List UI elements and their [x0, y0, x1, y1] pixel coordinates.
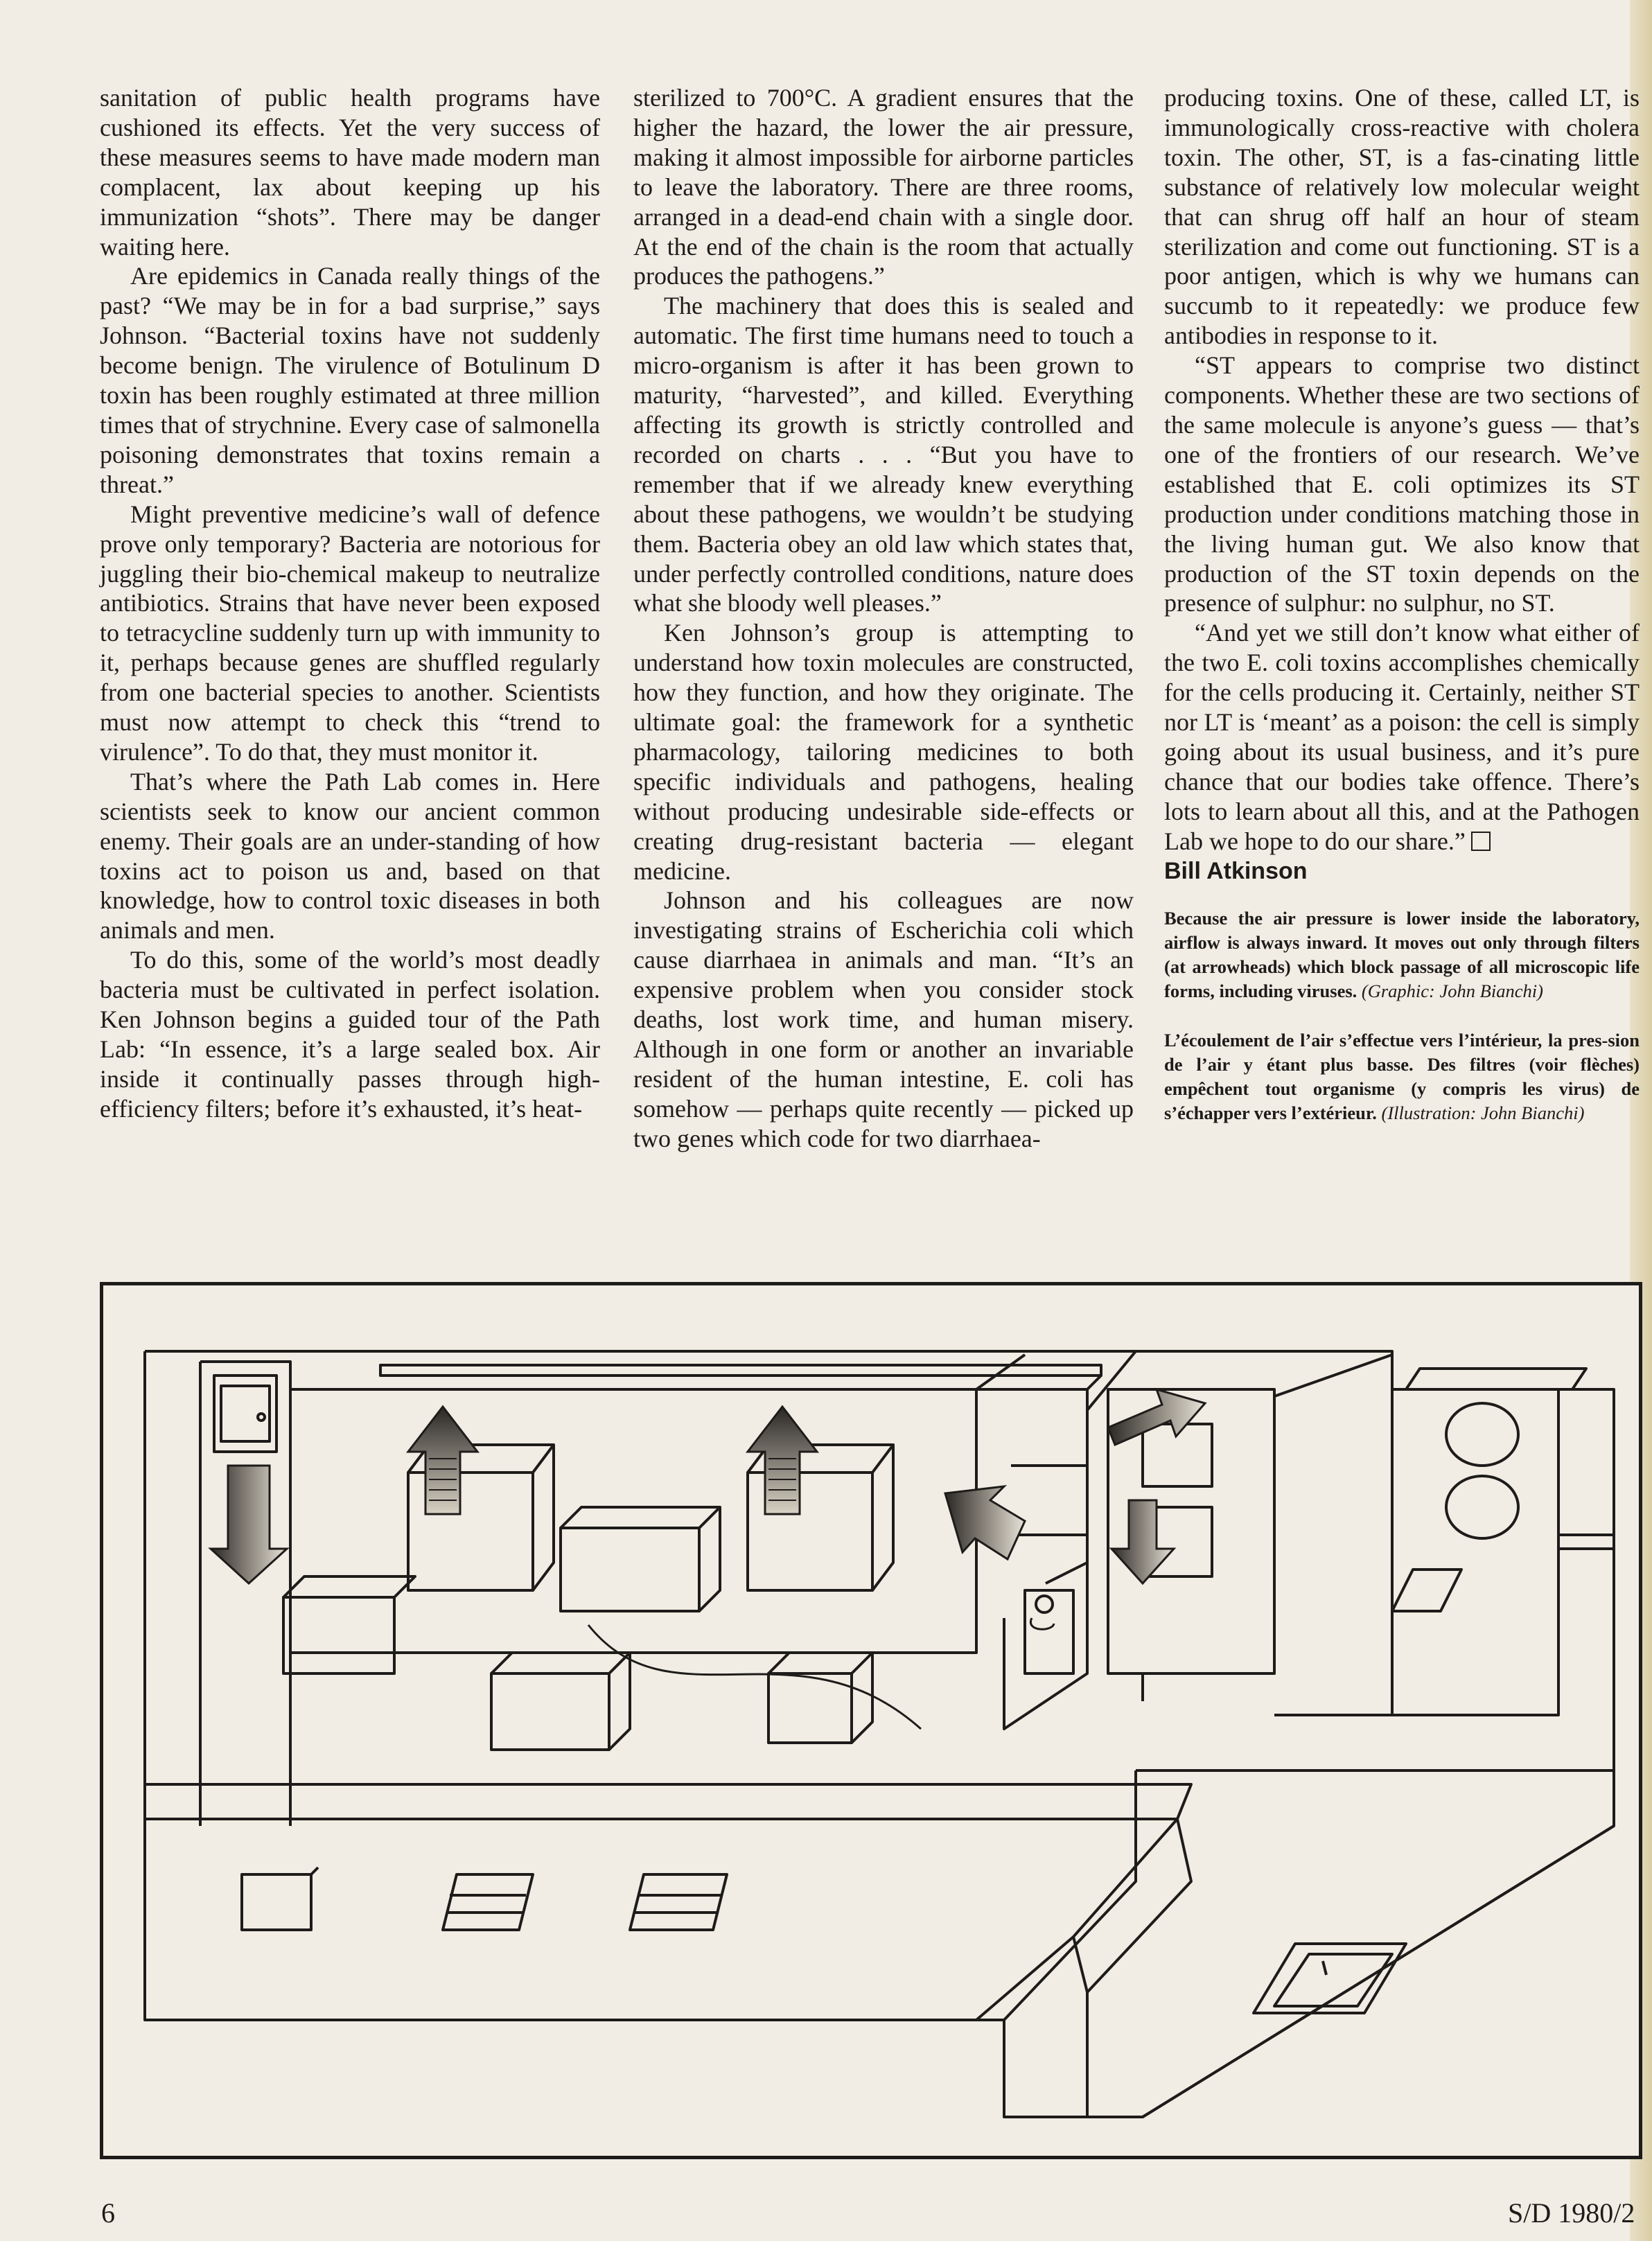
filter-arrows [211, 1389, 1205, 1583]
filter-arrow-icon [945, 1486, 1025, 1559]
caption-text: L’écoulement de l’air s’effectue vers l’intérieur, la pres-sion de l’air y étant plus basse. Des filtres (voir flèches) empêchent tout organisme (y compris les virus) de s’échapper vers l’extérieur. [1164, 1030, 1640, 1124]
paragraph: sanitation of public health programs have cushioned its effects. Yet the very success of these measures seems to have made modern man complacent, lax about keeping up his immunization “shots”. There may be danger waiting here. [100, 84, 600, 261]
author-byline: Bill Atkinson [1164, 857, 1308, 884]
lab-cutaway-illustration [100, 1282, 1642, 2159]
page-number: 6 [101, 2197, 115, 2229]
article-column-1 [100, 83, 600, 1124]
paragraph: sterilized to 700°C. A gradient ensures that the higher the hazard, the lower the air pressure, making it almost impossible for airborne particles to leave the laboratory. There are three rooms, arranged in a dead-end chain with a single door. At the end of the chain is the room that actually produces the pathogens.” [633, 84, 1134, 290]
paragraph: Might preventive medicine’s wall of defence prove only temporary? Bacteria are notorious for juggling their bio-chemical makeup to neutralize antibiotics. Strains that have never been exposed to tetracycline suddenly turn up with immunity to it, perhaps because genes are shuffled regularly from one bacterial species to another. Scientists must now attempt to check this “trend to virulence”. To do that, they must monitor it. [100, 500, 600, 766]
paragraph: Johnson and his colleagues are now investigating strains of Escherichia coli which cause diarrhaea in animals and man. “It’s an expensive problem when you consider stock deaths, lost work time, and human misery. Although in one form or another an invariable resident of the human intestine, E. coli has somehow — perhaps quite recently — picked up two genes which code for two diarrhaea- [633, 886, 1134, 1152]
end-of-article-box-icon [1471, 832, 1491, 851]
filter-arrow-icon [1111, 1500, 1174, 1583]
paragraph-text: “And yet we still don’t know what either of the two E. coli toxins accomplishes chemically for the cells producing it. Certainly, neither ST nor LT is ‘meant’ as a poison: the cell is simply going about its usual business, and it’s pure chance that our bodies take offence. There’s lots to learn about all this, and at the Pathogen Lab we hope to do our share.” [1164, 619, 1640, 855]
paragraph: Are epidemics in Canada really things of the past? “We may be in for a bad surprise,” says Johnson. “Bacterial toxins have not suddenly become benign. The virulence of Botulinum D toxin has been roughly estimated at three million times that of strychnine. Every case of salmonella poisoning demonstrates that toxins remain a threat.” [100, 262, 600, 498]
paragraph: Ken Johnson’s group is attempting to understand how toxin molecules are constructed, how they function, and how they originate. The ultimate goal: the framework for a synthetic pharmacology, tailoring medicines to both specific individuals and pathogens, healing without producing undesirable side-effects or creating drug-resistant bacteria — elegant medicine. [633, 619, 1134, 885]
inflow-arrow-icon [211, 1466, 287, 1583]
filter-arrow-icon [1108, 1389, 1205, 1445]
issue-label: S/D 1980/2 [1508, 2197, 1635, 2229]
caption-text: Because the air pressure is lower inside the laboratory, airflow is always inward. It moves out only through filters (at arrowheads) which block passage of all microscopic life forms, including viruses. [1164, 908, 1640, 1002]
caption-credit: (Graphic: John Bianchi) [1361, 981, 1543, 1002]
caption-credit: (Illustration: John Bianchi) [1381, 1102, 1585, 1124]
paragraph: producing toxins. One of these, called LT, is immunologically cross-reactive with cholera toxin. The other, ST, is a fas-cinating little substance of relatively low molecular weight that can shrug off half an hour of steam sterilization and come out functioning. ST is a poor antigen, which is why we humans can succumb to it repeatedly: we produce few antibodies in response to it. [1164, 84, 1640, 350]
caption-french [1164, 1028, 1640, 1125]
paragraph: “ST appears to comprise two distinct components. Whether these are two sections of the same molecule is anyone’s guess — that’s one of the frontiers of our research. We’ve established that E. coli optimizes its ST production under conditions matching those in the living human gut. We also know that production of the ST toxin depends on the presence of sulphur: no sulphur, no ST. [1164, 351, 1640, 617]
caption-english [1164, 906, 1640, 1003]
paragraph: That’s where the Path Lab comes in. Here scientists seek to know our ancient common enemy. Their goals are an under-standing of how toxins act to poison us and, based on that knowledge, how to control toxic diseases in both animals and men. [100, 767, 600, 944]
article-column-3 [1164, 83, 1640, 1125]
article-column-2 [633, 83, 1134, 1154]
paragraph: To do this, some of the world’s most deadly bacteria must be cultivated in perfect isolation. Ken Johnson begins a guided tour of the Path Lab: “In essence, it’s a large sealed box. Air inside it continually passes through high-efficiency filters; before it’s exhausted, it’s heat- [100, 946, 600, 1123]
paragraph [1164, 618, 1640, 856]
lab-cutaway-drawing [103, 1285, 1639, 2156]
paragraph: The machinery that does this is sealed and automatic. The first time humans need to touch a micro-organism is after it has been grown to maturity, “harvested”, and killed. Everything affecting its growth is strictly controlled and recorded on charts . . . “But you have to remember that if we already knew everything about these pathogens, we wouldn’t be studying them. Bacteria obey an old law which states that, under perfectly controlled conditions, nature does what she bloody well pleases.” [633, 292, 1134, 617]
